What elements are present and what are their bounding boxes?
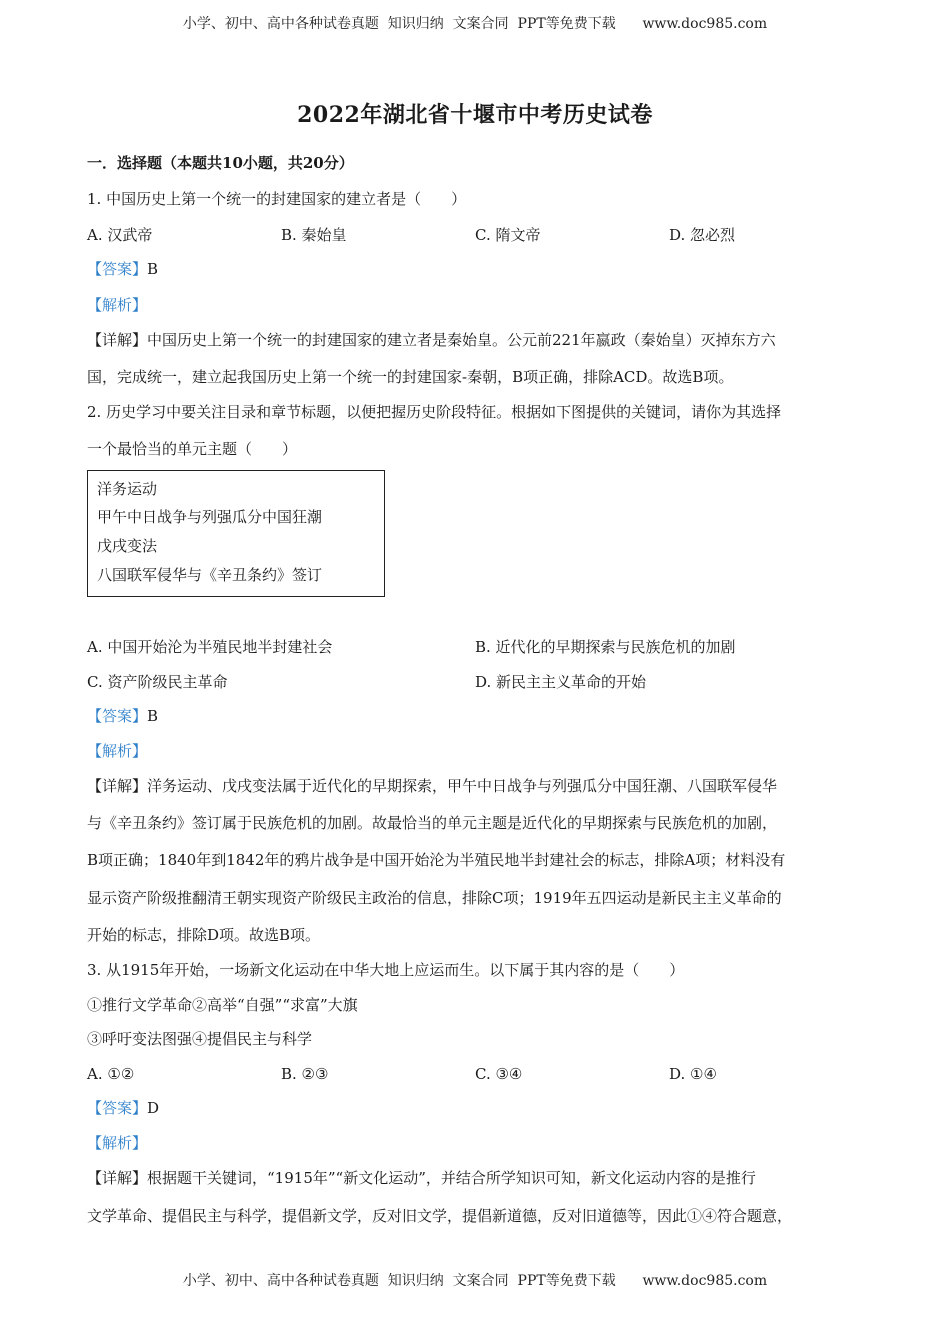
q3-analysis (87, 1133, 147, 1153)
q1-answer-value: B (147, 260, 159, 278)
q3-detail-line-2: 文学革命、提倡民主与科学，提倡新文学，反对旧文学，提倡新道德，反对旧道德等，因此①④符合题意， (87, 1207, 793, 1225)
q3-option-b: B. ②③ (281, 1065, 329, 1083)
keyword-item: 甲午中日战争与列强瓜分中国狂潮 (97, 508, 323, 526)
q2-detail-line-5: 开始的标志，排除D项。故选B项。 (87, 926, 321, 944)
q1-detail-line-1 (87, 330, 776, 350)
q2-answer-value: B (147, 707, 159, 725)
q1-option-c: C. 隋文帝 (475, 226, 541, 244)
analysis-tag: 【解析】 (87, 742, 148, 760)
q3-answer (87, 1098, 159, 1118)
keyword-item: 洋务运动 (97, 480, 158, 498)
keyword-box (87, 470, 385, 597)
detail-tag: 【详解】 (87, 1169, 148, 1187)
q1-option-b: B. 秦始皇 (281, 226, 347, 244)
q1-option-a: A. 汉武帝 (87, 226, 153, 244)
q2-option-a: A. 中国开始沦为半殖民地半封建社会 (87, 638, 333, 656)
q3-detail-text-1: 根据题干关键词，“1915年”“新文化运动”，并结合所学知识可知，新文化运动内容的是推行 (147, 1169, 756, 1187)
q1-option-d: D. 忽必烈 (669, 226, 736, 244)
q1-detail-line-2: 国，完成统一，建立起我国历史上第一个统一的封建国家-秦朝，B项正确，排除ACD。故选B项。 (87, 368, 734, 386)
q2-option-c: C. 资产阶级民主革命 (87, 673, 228, 691)
analysis-tag: 【解析】 (87, 296, 148, 314)
q2-analysis (87, 741, 147, 761)
q3-stem: 3. 从1915年开始，一场新文化运动在中华大地上应运而生。以下属于其内容的是（ ） (87, 961, 685, 979)
q3-answer-value: D (147, 1099, 160, 1117)
q2-stem-line-2: 一个最恰当的单元主题（ ） (87, 440, 298, 458)
detail-tag: 【详解】 (87, 331, 148, 349)
q2-detail-line-4: 显示资产阶级推翻清王朝实现资产阶级民主政治的信息，排除C项；1919年五四运动是新民主主义革命的 (87, 889, 782, 907)
answer-tag: 【答案】 (87, 1099, 148, 1117)
page-header: 小学、初中、高中各种试卷真题 知识归纳 文案合同 PPT等免费下载 www.doc985.com (182, 16, 768, 32)
detail-tag: 【详解】 (87, 777, 148, 795)
q3-option-a: A. ①② (87, 1065, 135, 1083)
q1-answer (87, 259, 158, 279)
q1-detail-text-1: 中国历史上第一个统一的封建国家的建立者是秦始皇。公元前221年嬴政（秦始皇）灭掉东方六 (147, 331, 776, 349)
section-heading: 一．选择题（本题共10小题，共20分） (87, 154, 354, 172)
q2-stem-line-1: 2. 历史学习中要关注目录和章节标题，以便把握历史阶段特征。根据如下图提供的关键词，请你为其选择 (87, 403, 782, 421)
q3-item-line-1: ①推行文学革命②高举“自强”“求富”大旗 (87, 996, 358, 1014)
answer-tag: 【答案】 (87, 260, 148, 278)
q3-option-c: C. ③④ (475, 1065, 523, 1083)
q1-analysis (87, 295, 147, 315)
q1-stem: 1. 中国历史上第一个统一的封建国家的建立者是（ ） (87, 190, 467, 208)
q3-detail-line-1 (87, 1168, 756, 1188)
q2-detail-line-2: 与《辛丑条约》签订属于民族危机的加剧。故最恰当的单元主题是近代化的早期探索与民族危机的加剧， (87, 814, 778, 832)
q2-detail-text-1: 洋务运动、戊戌变法属于近代化的早期探索，甲午中日战争与列强瓜分中国狂潮、八国联军侵华 (147, 777, 778, 795)
q2-option-d: D. 新民主主义革命的开始 (475, 673, 647, 691)
keyword-item: 八国联军侵华与《辛丑条约》签订 (97, 566, 323, 584)
page-title: 2022年湖北省十堰市中考历史试卷 (297, 102, 653, 128)
q2-option-b: B. 近代化的早期探索与民族危机的加剧 (475, 638, 736, 656)
q3-item-line-2: ③呼吁变法图强④提倡民主与科学 (87, 1030, 313, 1048)
keyword-item: 戊戌变法 (97, 537, 158, 555)
answer-tag: 【答案】 (87, 707, 148, 725)
q3-option-d: D. ①④ (669, 1065, 717, 1083)
q2-detail-line-1 (87, 776, 777, 796)
q2-answer (87, 706, 158, 726)
analysis-tag: 【解析】 (87, 1134, 148, 1152)
page-footer: 小学、初中、高中各种试卷真题 知识归纳 文案合同 PPT等免费下载 www.doc985.com (182, 1273, 768, 1289)
q2-detail-line-3: B项正确；1840年到1842年的鸦片战争是中国开始沦为半殖民地半封建社会的标志，排除A项；材料没有 (87, 851, 786, 869)
